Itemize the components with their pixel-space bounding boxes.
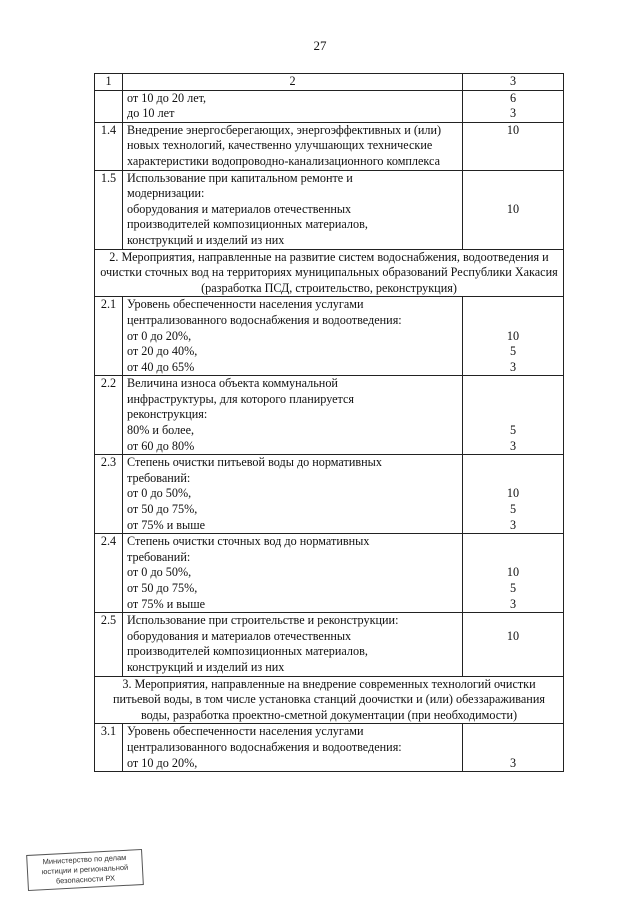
option-text: 80% и более, [127, 423, 195, 438]
registration-stamp [26, 849, 144, 891]
row-number: 2.3 [95, 455, 123, 534]
score-value: 6 [509, 90, 517, 105]
score-value: 3 [509, 517, 517, 532]
row-number: 2.5 [95, 613, 123, 676]
option-text: от 40 до 65% [127, 359, 195, 374]
option-text: от 20 до 40%, [127, 344, 198, 359]
criterion-line: Степень очистки сточных вод до нормативных [127, 534, 370, 549]
score-value: 10 [506, 201, 520, 216]
criterion-line: Уровень обеспеченности населения услугами [127, 724, 364, 739]
option-text: от 0 до 20%, [127, 328, 192, 343]
criterion-line: централизованного водоснабжения и водоотведения: [127, 312, 402, 327]
score-value: 5 [509, 502, 517, 517]
section-heading: 2. Мероприятия, направленные на развитие систем водоснабжения, водоотведения и очистки сточных вод на территориях муниципальных образований Республики Хакасия (разработка ПСД, строительство, реконструкция) [95, 249, 564, 297]
criterion-line: производителей композиционных материалов, [127, 644, 368, 659]
score-value: 10 [506, 628, 520, 643]
table-row [95, 297, 564, 376]
criterion-text [123, 455, 463, 534]
criterion-line: реконструкция: [127, 407, 208, 422]
header-cell-3: 3 [463, 74, 564, 91]
table-row [95, 534, 564, 613]
criterion-line: производителей композиционных материалов, [127, 217, 368, 232]
stamp-line: юстиции и региональной [41, 862, 129, 877]
score-cell [463, 455, 564, 534]
criterion-text [123, 90, 463, 122]
score-value: 3 [509, 359, 517, 374]
criterion-line: модернизации: [127, 186, 205, 201]
header-cell-1: 1 [95, 74, 123, 91]
option-text: от 50 до 75%, [127, 581, 198, 595]
row-number: 2.1 [95, 297, 123, 376]
section-row [95, 249, 564, 297]
criterion-text [123, 724, 463, 772]
score-value: 5 [509, 423, 517, 438]
criterion-text [123, 376, 463, 455]
score-cell [463, 297, 564, 376]
criteria-table [94, 73, 564, 772]
score-value: 3 [509, 106, 517, 121]
criterion-line: инфраструктуры, для которого планируется [127, 391, 355, 406]
row-number: 3.1 [95, 724, 123, 772]
criterion-line: Уровень обеспеченности населения услугами [127, 297, 364, 312]
criterion-text [123, 534, 463, 613]
section-heading: 3. Мероприятия, направленные на внедрение современных технологий очистки питьевой воды, в том числе установка станций доочистки и (или) обеззараживания воды, разработка проектно-сметной документации (при необходимости) [95, 676, 564, 724]
criterion-line: требований: [127, 549, 191, 564]
score-value: 3 [509, 755, 517, 770]
table-row [95, 455, 564, 534]
score-cell [463, 376, 564, 455]
stamp-line: безопасности РХ [55, 873, 116, 886]
row-number: 1.5 [95, 170, 123, 249]
option-text: от 50 до 75%, [127, 502, 198, 517]
score-value: 10 [506, 328, 520, 343]
criterion-line: Использование при строительстве и реконструкции: [127, 613, 399, 628]
option-text: от 75% и выше [127, 517, 205, 532]
table-row [95, 170, 564, 249]
section-row [95, 676, 564, 724]
score-value: 10 [506, 565, 520, 580]
option-text: от 60 до 80% [127, 438, 195, 453]
criterion-line: Степень очистки питьевой воды до нормативных [127, 455, 382, 470]
score-cell [463, 534, 564, 613]
criterion-line: оборудования и материалов отечественных [127, 201, 352, 216]
score-cell [463, 90, 564, 122]
row-number: 1.4 [95, 122, 123, 170]
option-text: от 0 до 50%, [127, 486, 192, 501]
score-value: 10 [506, 486, 520, 501]
criterion-line: Использование при капитальном ремонте и [127, 170, 353, 185]
score-cell [463, 724, 564, 772]
score-cell [463, 170, 564, 249]
criterion-line: оборудования и материалов отечественных [127, 628, 352, 643]
option-text: от 10 до 20 лет, [127, 90, 207, 105]
criterion-line: требований: [127, 470, 191, 485]
table-row [95, 122, 564, 170]
row-number: 2.4 [95, 534, 123, 613]
criterion-line: конструкций и изделий из них [127, 232, 285, 247]
table-row [95, 90, 564, 122]
table-row [95, 613, 564, 676]
criterion-text: Внедрение энергосберегающих, энергоэффективных и (или) новых технологий, качественно улучшающих технические характеристики водопроводно-канализационного комплекса [123, 122, 463, 170]
score-cell [463, 613, 564, 676]
score-value: 5 [509, 581, 517, 595]
score-value: 3 [509, 596, 517, 611]
criterion-line: Величина износа объекта коммунальной [127, 376, 338, 391]
table-row [95, 376, 564, 455]
criterion-line: централизованного водоснабжения и водоотведения: [127, 739, 402, 754]
option-text: от 0 до 50%, [127, 565, 192, 580]
page-number: 27 [313, 38, 327, 53]
option-text: от 10 до 20%, [127, 755, 198, 770]
option-text: от 75% и выше [127, 596, 205, 611]
header-cell-2: 2 [123, 74, 463, 91]
option-text: до 10 лет [127, 106, 175, 121]
row-number: 2.2 [95, 376, 123, 455]
criterion-text [123, 170, 463, 249]
criterion-text [123, 613, 463, 676]
stamp-line: Министерство по делам [42, 852, 127, 867]
criterion-text [123, 297, 463, 376]
table-row [95, 724, 564, 772]
score-value: 3 [509, 438, 517, 453]
row-number [95, 90, 123, 122]
criterion-line: конструкций и изделий из них [127, 659, 285, 674]
table-header-row [95, 74, 564, 91]
score-value: 5 [509, 344, 517, 359]
score-value: 10 [463, 122, 564, 170]
